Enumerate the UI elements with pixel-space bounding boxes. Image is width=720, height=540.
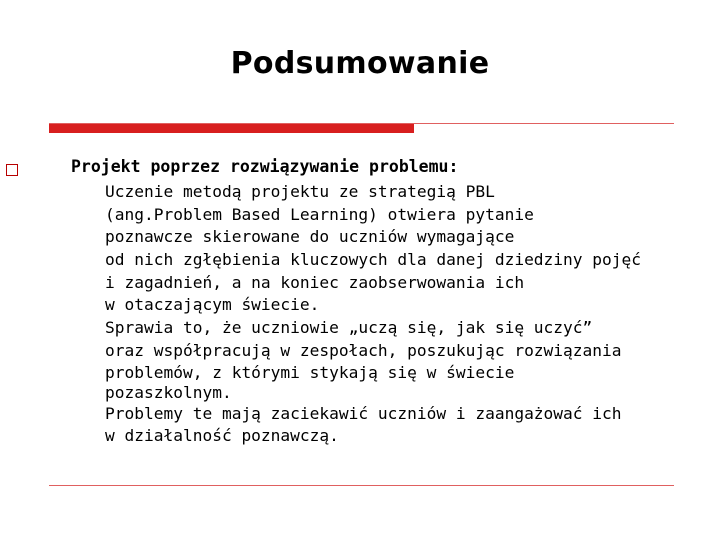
body-line: (ang.Problem Based Learning) otwiera pytanie xyxy=(105,204,534,224)
body-line: problemów, z którymi stykają się w świecie xyxy=(105,362,515,382)
body-line: od nich zgłębienia kluczowych dla danej dziedziny pojęć xyxy=(105,250,642,270)
square-bullet-icon xyxy=(6,164,18,176)
body-line: Sprawia to, że uczniowie „uczą się, jak się uczyć” xyxy=(105,318,593,338)
bullet-lead-text: Projekt poprzez rozwiązywanie problemu: xyxy=(71,157,459,176)
body-line: oraz współpracują w zespołach, poszukując rozwiązania xyxy=(105,340,622,360)
body-line: Problemy te mają zaciekawić uczniów i zaangażować ich xyxy=(105,403,622,423)
body-line: i zagadnień, a na koniec zaobserwowania ich xyxy=(105,272,525,292)
body-line: w działalność poznawczą. xyxy=(105,426,339,446)
slide-title: Podsumowanie xyxy=(230,46,490,81)
body-line: poznawcze skierowane do uczniów wymagające xyxy=(105,227,515,247)
bullet-body xyxy=(105,181,641,448)
body-line: Uczenie metodą projektu ze strategią PBL xyxy=(105,182,495,201)
body-line: w otaczającym świecie. xyxy=(105,295,320,315)
body-line: pozaszkolnym. xyxy=(105,382,232,402)
footer-divider xyxy=(49,485,674,486)
title-divider-thick xyxy=(49,124,414,133)
